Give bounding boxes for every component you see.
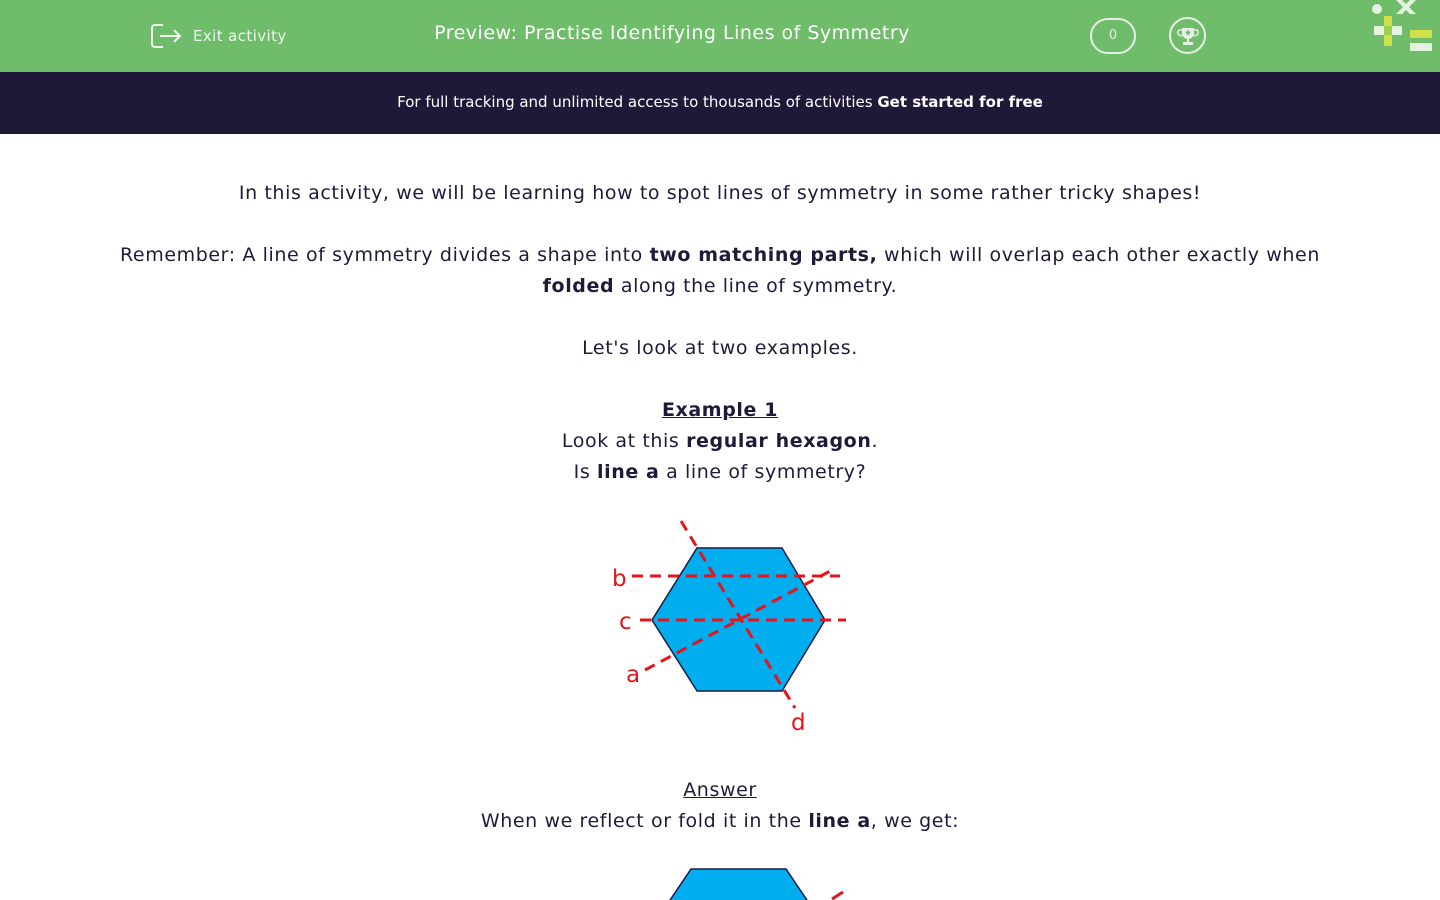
look-part: . (871, 430, 879, 452)
label-b: b (612, 566, 627, 592)
brand-logo (1366, 0, 1440, 56)
look-part: Look at this (561, 430, 687, 452)
answer-heading: Answer (683, 779, 757, 801)
remember-bold: two matching parts, (649, 244, 878, 266)
reflected-hexagon-figure (600, 860, 880, 900)
promo-banner (0, 72, 1440, 134)
question-part: a line of symmetry? (659, 461, 867, 483)
remember-part: Remember: A line of symmetry divides a shape into (119, 244, 650, 266)
answer-part: , we get: (870, 810, 960, 832)
question-bold: line a (597, 461, 660, 483)
exit-activity-label: Exit activity (193, 27, 287, 45)
remember-text (0, 240, 1440, 302)
page-title: Preview: Practise Identifying Lines of Symmetry (434, 22, 910, 44)
hexagon-figure (590, 505, 870, 745)
label-a: a (626, 662, 641, 688)
examples-intro: Let's look at two examples. (582, 337, 858, 359)
remember-part: along the line of symmetry. (614, 275, 898, 297)
trophy-button[interactable] (1169, 17, 1206, 54)
example-heading: Example 1 (661, 399, 779, 421)
question-part: Is (573, 461, 597, 483)
look-text (0, 426, 1440, 457)
answer-bold: line a (808, 810, 871, 832)
get-started-link[interactable]: Get started for free (877, 93, 1043, 111)
label-d: d (791, 710, 806, 736)
score-badge: 0 (1090, 18, 1136, 54)
trophy-icon (1177, 25, 1199, 47)
top-bar (0, 0, 1440, 72)
remember-bold: folded (542, 275, 615, 297)
answer-text (0, 806, 1440, 837)
question-text (0, 457, 1440, 488)
look-bold: regular hexagon (686, 430, 872, 452)
promo-text: For full tracking and unlimited access to thousands of activities (397, 93, 878, 111)
remember-part: which will overlap each other exactly when (877, 244, 1320, 266)
label-c: c (619, 609, 632, 635)
activity-content (0, 178, 1440, 488)
answer-part: When we reflect or fold it in the (480, 810, 809, 832)
intro-text: In this activity, we will be learning how to spot lines of symmetry in some rather tricky shapes! (238, 182, 1202, 204)
answer-section (0, 775, 1440, 837)
